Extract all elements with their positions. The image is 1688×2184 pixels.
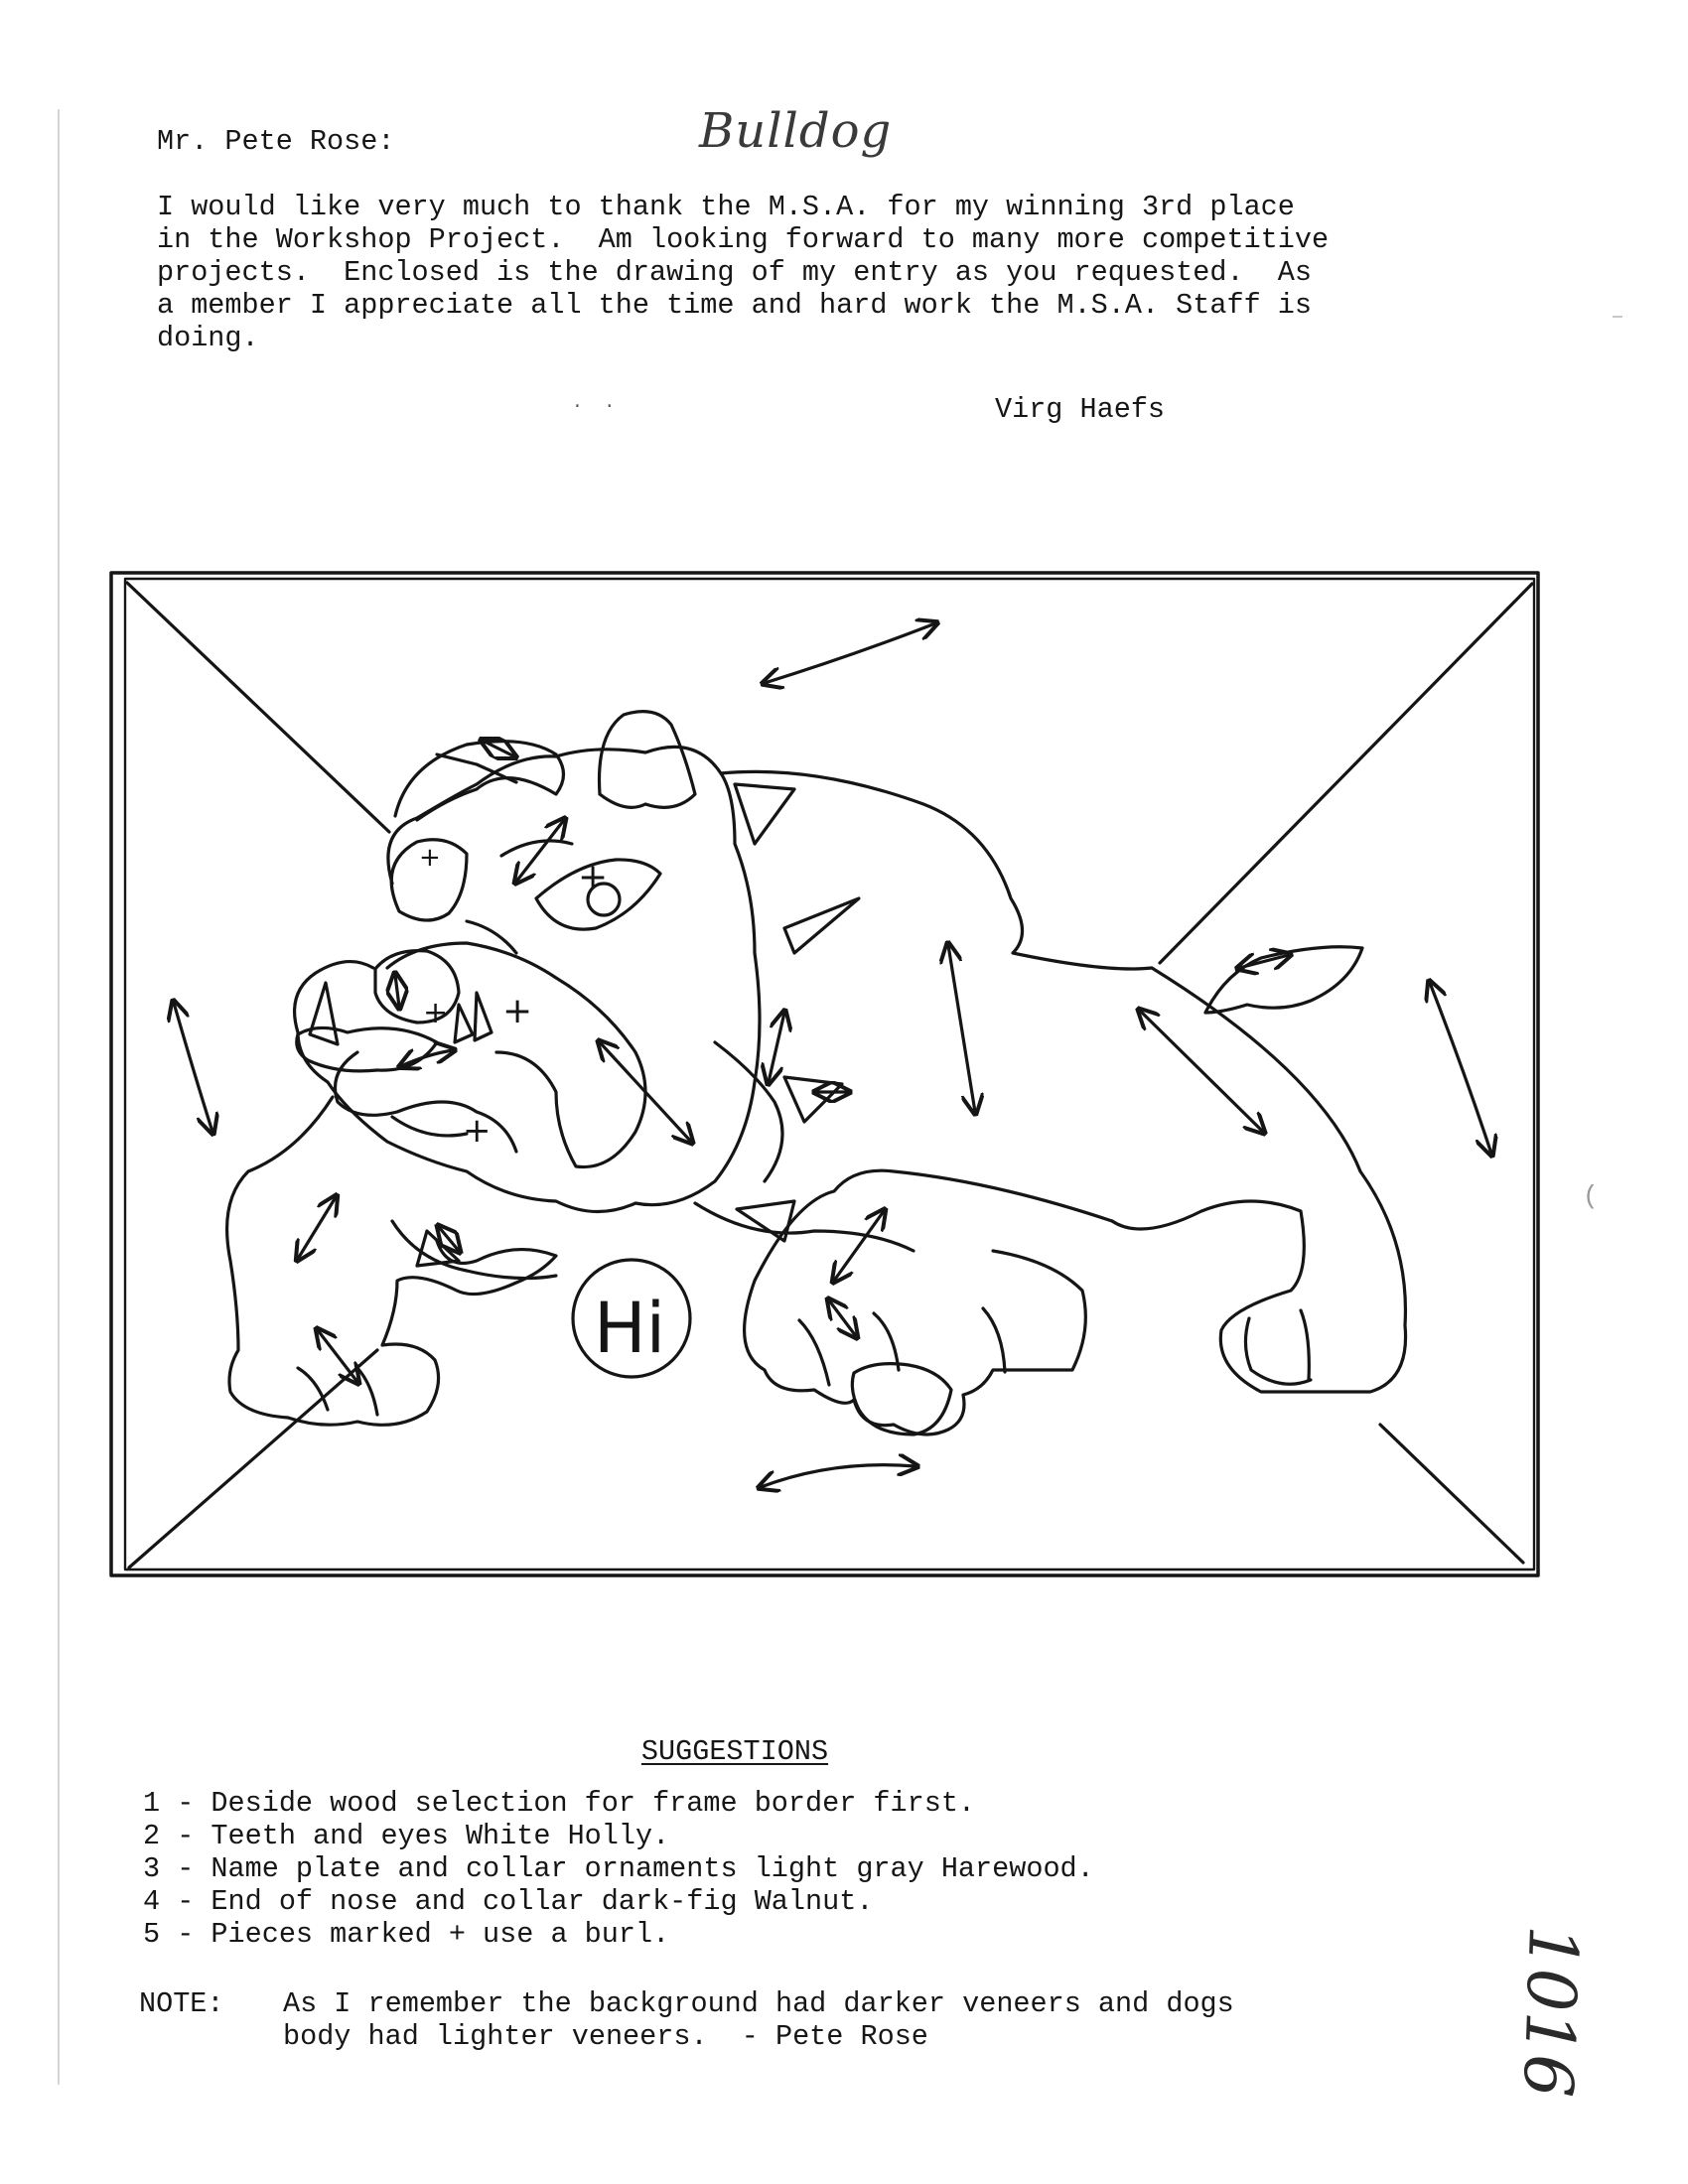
letter-line: doing. [157, 322, 259, 354]
burl-mark: + [419, 843, 441, 873]
grain-arrow [174, 1003, 212, 1132]
frame-diagonal [127, 583, 389, 832]
dog-collar [392, 1042, 914, 1279]
burl-mark: + [463, 1111, 492, 1151]
salutation: Mr. Pete Rose: [157, 125, 395, 158]
grain-arrow [516, 820, 564, 882]
grain-arrow [1140, 1011, 1263, 1132]
frame-diagonal [1160, 584, 1532, 963]
frame-diagonal [129, 1350, 377, 1568]
burl-mark: + [578, 857, 609, 897]
dog-lower-lip [392, 1117, 467, 1136]
suggestions-list [143, 1787, 1094, 1951]
burl-mark: + [423, 996, 449, 1030]
note-line: As I remember the background had darker veneers and dogs [283, 1987, 1234, 2020]
grain-arrow [483, 741, 514, 756]
grain-arrow [948, 945, 975, 1112]
dog-tongue [297, 1027, 437, 1070]
grain-arrow [1430, 983, 1491, 1154]
collar-spike [784, 898, 859, 953]
suggestions-heading: SUGGESTIONS [640, 1735, 829, 1768]
suggestion-item: 1 - Deside wood selection for frame border first. [143, 1787, 976, 1820]
collar-spike [737, 1201, 794, 1241]
note-label: NOTE: [139, 1987, 224, 2020]
dog-tooth-left [310, 983, 338, 1044]
margin-mark: ( [1583, 1181, 1599, 1211]
grain-arrow [298, 1197, 336, 1259]
grain-arrow [600, 1042, 691, 1142]
collar-spike [784, 1077, 842, 1122]
grain-arrow [395, 975, 399, 1007]
dog-chest-and-front-leg-left [227, 1097, 556, 1425]
dog-tooth-middle [455, 1005, 473, 1042]
dog-back-leg-paws [1245, 1310, 1311, 1384]
suggestion-item: 3 - Name plate and collar ornaments light gray Harewood. [143, 1852, 1094, 1885]
suggestion-item: 2 - Teeth and eyes White Holly. [143, 1820, 670, 1852]
signature: Virg Haefs [995, 393, 1166, 426]
dog-brow [467, 841, 572, 953]
dog-ear-right [600, 712, 696, 808]
letter-line: projects. Enclosed is the drawing of my entry as you requested. As [157, 256, 1312, 289]
suggestion-item: 5 - Pieces marked + use a burl. [143, 1918, 670, 1951]
letter-line: I would like very much to thank the M.S.A. for my winning 3rd place [157, 191, 1295, 223]
grain-arrow [318, 1330, 357, 1382]
letter-line: in the Workshop Project. Am looking forward to many more competitive [157, 223, 1330, 256]
stray-marks: . . [572, 393, 616, 413]
grain-arrow [765, 623, 935, 683]
burl-mark: + [502, 991, 533, 1031]
dog-tooth-right [475, 993, 492, 1040]
handwritten-page-number: 1016 [1507, 1924, 1593, 2100]
handwritten-title: Bulldog [699, 103, 893, 159]
letter-line: a member I appreciate all the time and hard work the M.S.A. Staff is [157, 289, 1312, 322]
collar-spike [735, 784, 794, 844]
suggestion-item: 4 - End of nose and collar dark-fig Walnut. [143, 1885, 874, 1918]
grain-arrow [834, 1211, 884, 1281]
dog-front-leg-right [745, 1170, 1112, 1434]
dog-paw-right-toes [799, 1308, 1005, 1385]
grain-arrow [439, 1227, 459, 1251]
frame-diagonal [1380, 1425, 1523, 1563]
note-line: body had lighter veneers. - Pete Rose [283, 2020, 928, 2053]
grain-arrow [769, 1013, 784, 1082]
name-tag-text: Hi [594, 1288, 666, 1369]
dog-front-paw-right [852, 1364, 951, 1434]
note-block [139, 1987, 1234, 2053]
grain-arrow [761, 1465, 915, 1487]
grain-arrow [829, 1300, 856, 1336]
